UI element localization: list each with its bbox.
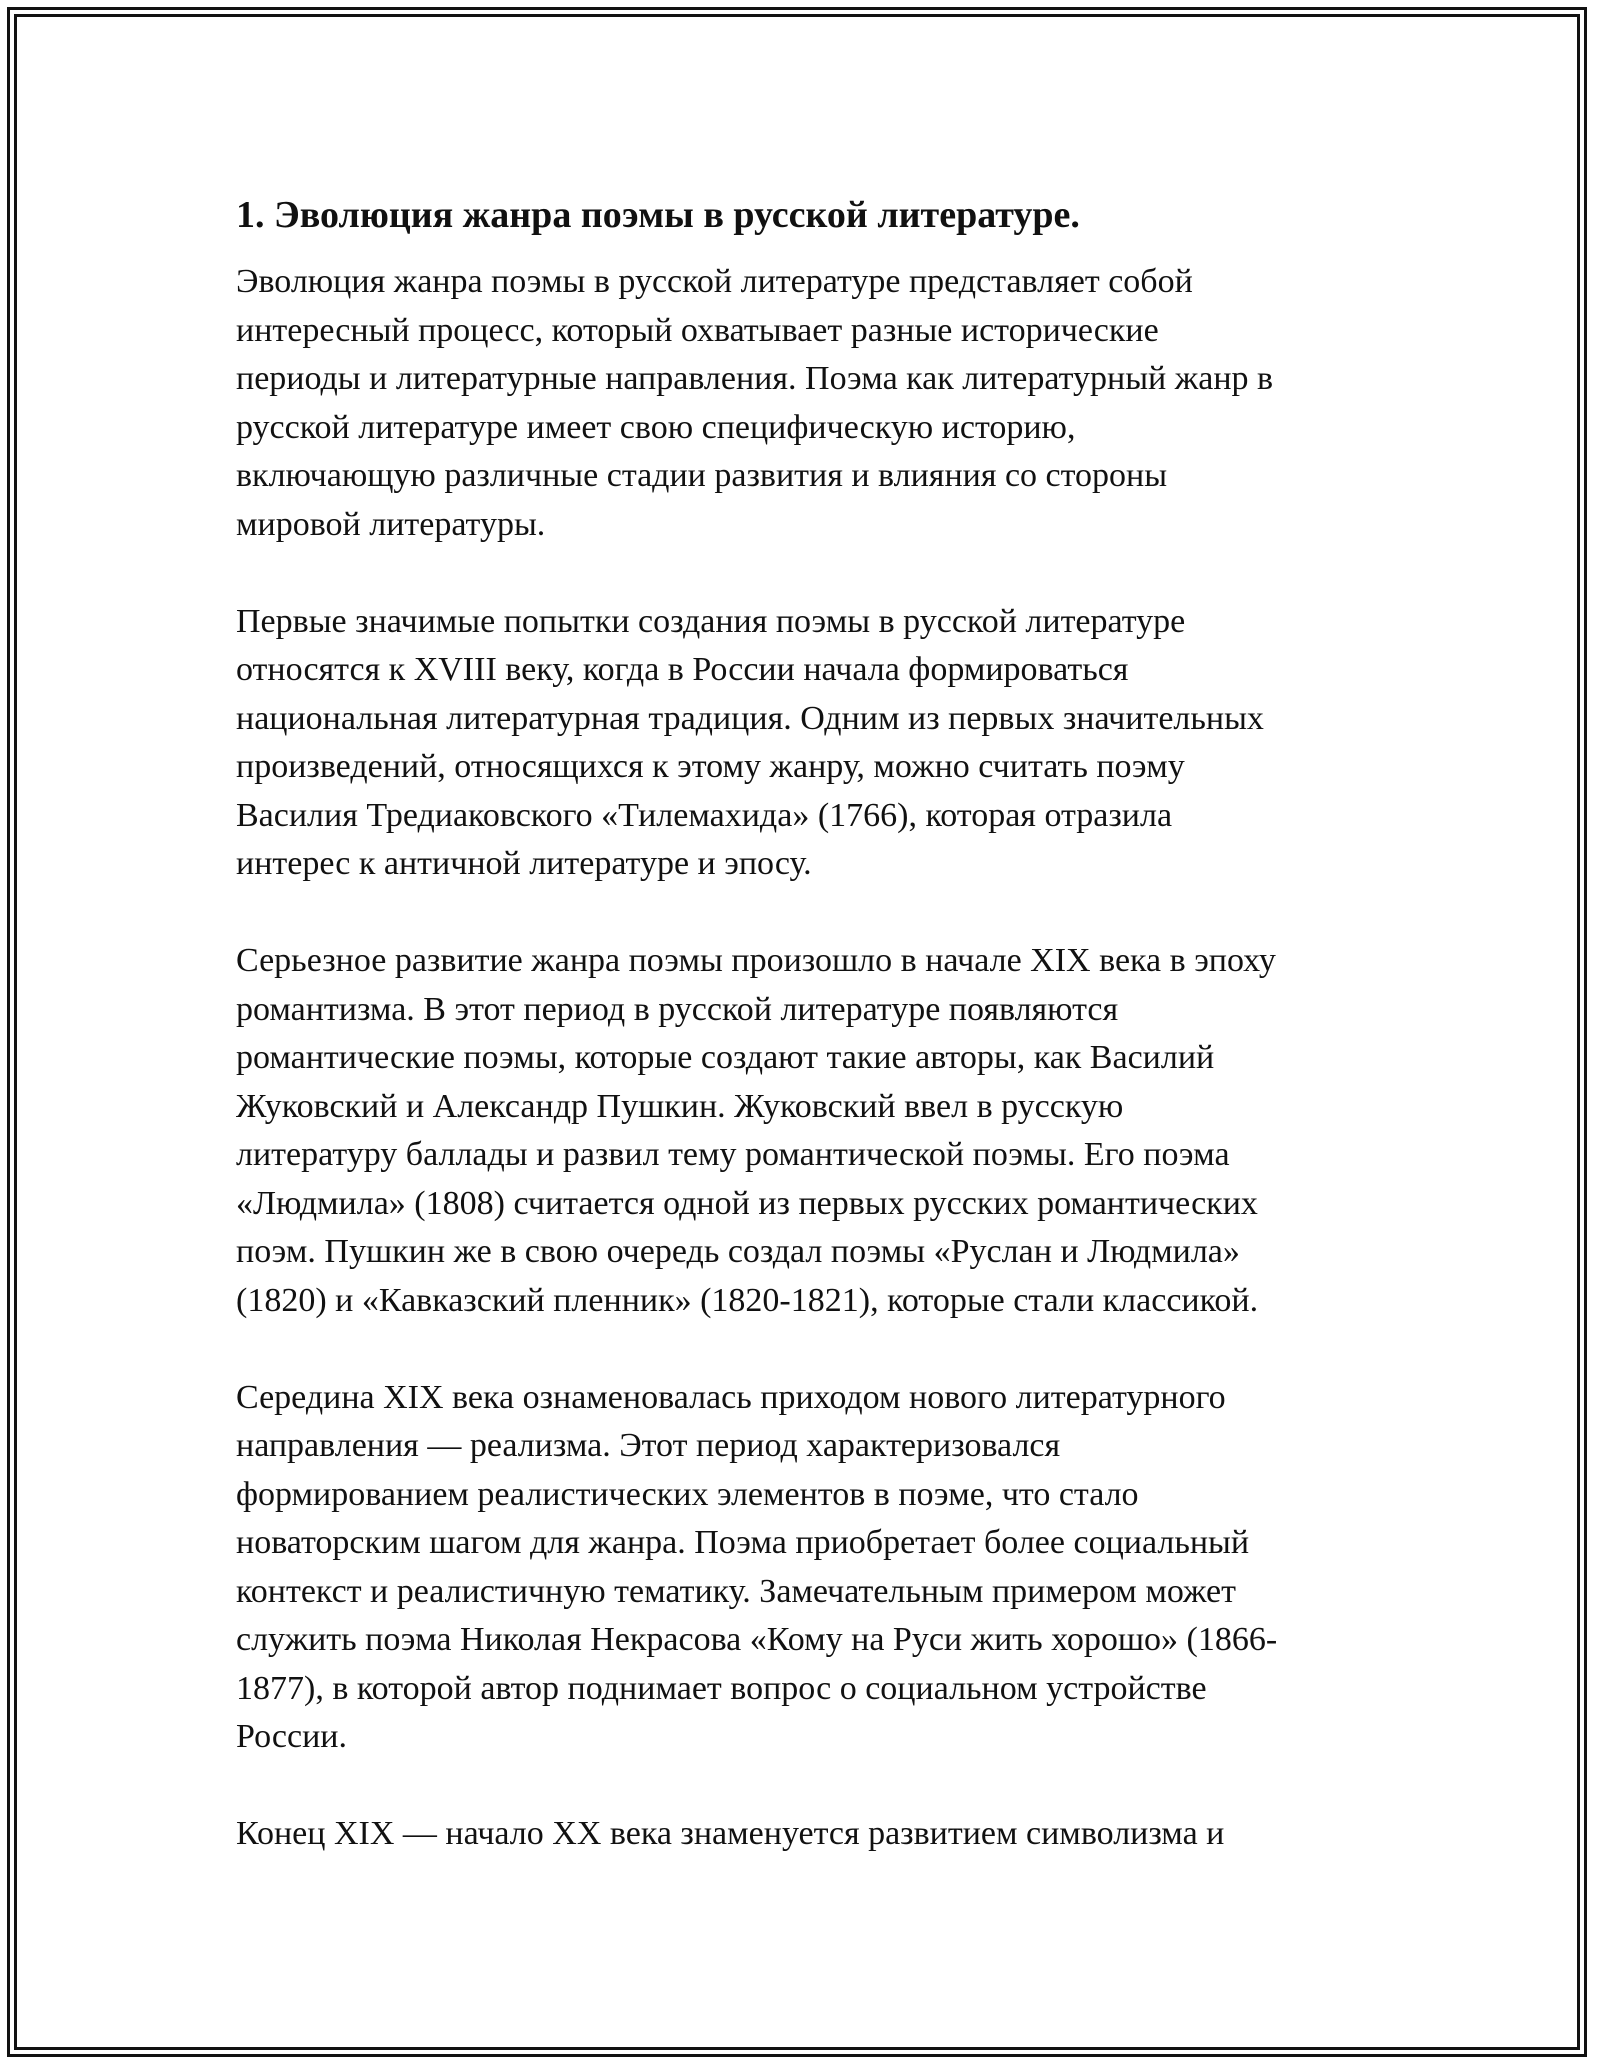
text-line: интересный процесс, который охватывает разные исторические xyxy=(236,311,1159,349)
text-line: относятся к XVIII веку, когда в России начала формироваться xyxy=(236,651,1129,688)
text-line: формированием реалистических элементов в поэме, что стало xyxy=(236,1475,1139,1513)
text-line: 1877), в которой автор поднимает вопрос о социальном устройстве xyxy=(236,1669,1207,1707)
text-line: направления — реализма. Этот период характеризовался xyxy=(236,1427,1061,1464)
document-body xyxy=(236,186,1376,1907)
section-heading: 1. Эволюция жанра поэмы в русской литературе. xyxy=(236,194,1080,236)
text-line: мировой литературы. xyxy=(236,505,546,543)
paragraph-3 xyxy=(236,937,1376,1325)
text-line: национальная литературная традиция. Одним из первых значительных xyxy=(236,699,1264,737)
text-line: «Людмила» (1808) считается одной из первых русских романтических xyxy=(236,1184,1258,1222)
text-line: Жуковский и Александр Пушкин. Жуковский ввел в русскую xyxy=(236,1087,1124,1125)
text-line: Серьезное развитие жанра поэмы произошло в начале XIX века в эпоху xyxy=(236,942,1276,979)
text-line: новаторским шагом для жанра. Поэма приобретает более социальный xyxy=(236,1524,1250,1561)
text-line: романтизма. В этот период в русской литературе появляются xyxy=(236,990,1119,1028)
text-line: периоды и литературные направления. Поэма как литературный жанр в xyxy=(236,360,1274,397)
text-line: включающую различные стадии развития и влияния со стороны xyxy=(236,457,1168,494)
text-line: Конец XIX — начало XX века знаменуется развитием символизма и xyxy=(236,1815,1225,1852)
text-line: интерес к античной литературе и эпосу. xyxy=(236,845,812,882)
text-line: литературу баллады и развил тему романтической поэмы. Его поэма xyxy=(236,1136,1230,1173)
paragraph-2 xyxy=(236,598,1376,889)
text-line: Эволюция жанра поэмы в русской литературе представляет собой xyxy=(236,263,1193,300)
text-line: России. xyxy=(236,1718,347,1755)
text-line: романтические поэмы, которые создают такие авторы, как Василий xyxy=(236,1039,1215,1076)
text-line: (1820) и «Кавказский пленник» (1820-1821), которые стали классикой. xyxy=(236,1281,1259,1319)
paragraph-5 xyxy=(236,1810,1376,1859)
text-line: русской литературе имеет свою специфическую историю, xyxy=(236,408,1076,446)
paragraph-1 xyxy=(236,258,1376,549)
text-line: Середина XIX века ознаменовалась приходом нового литературного xyxy=(236,1378,1226,1416)
text-line: Василия Тредиаковского «Тилемахида» (1766), которая отразила xyxy=(236,796,1173,834)
text-line: произведений, относящихся к этому жанру, можно считать поэму xyxy=(236,748,1185,785)
text-line: контекст и реалистичную тематику. Замечательным примером может xyxy=(236,1572,1236,1610)
text-line: служить поэма Николая Некрасова «Кому на Руси жить хорошо» (1866- xyxy=(236,1621,1278,1658)
text-line: Первые значимые попытки создания поэмы в русской литературе xyxy=(236,602,1186,640)
paragraph-4 xyxy=(236,1374,1376,1762)
text-line: поэм. Пушкин же в свою очередь создал поэмы «Руслан и Людмила» xyxy=(236,1233,1240,1270)
